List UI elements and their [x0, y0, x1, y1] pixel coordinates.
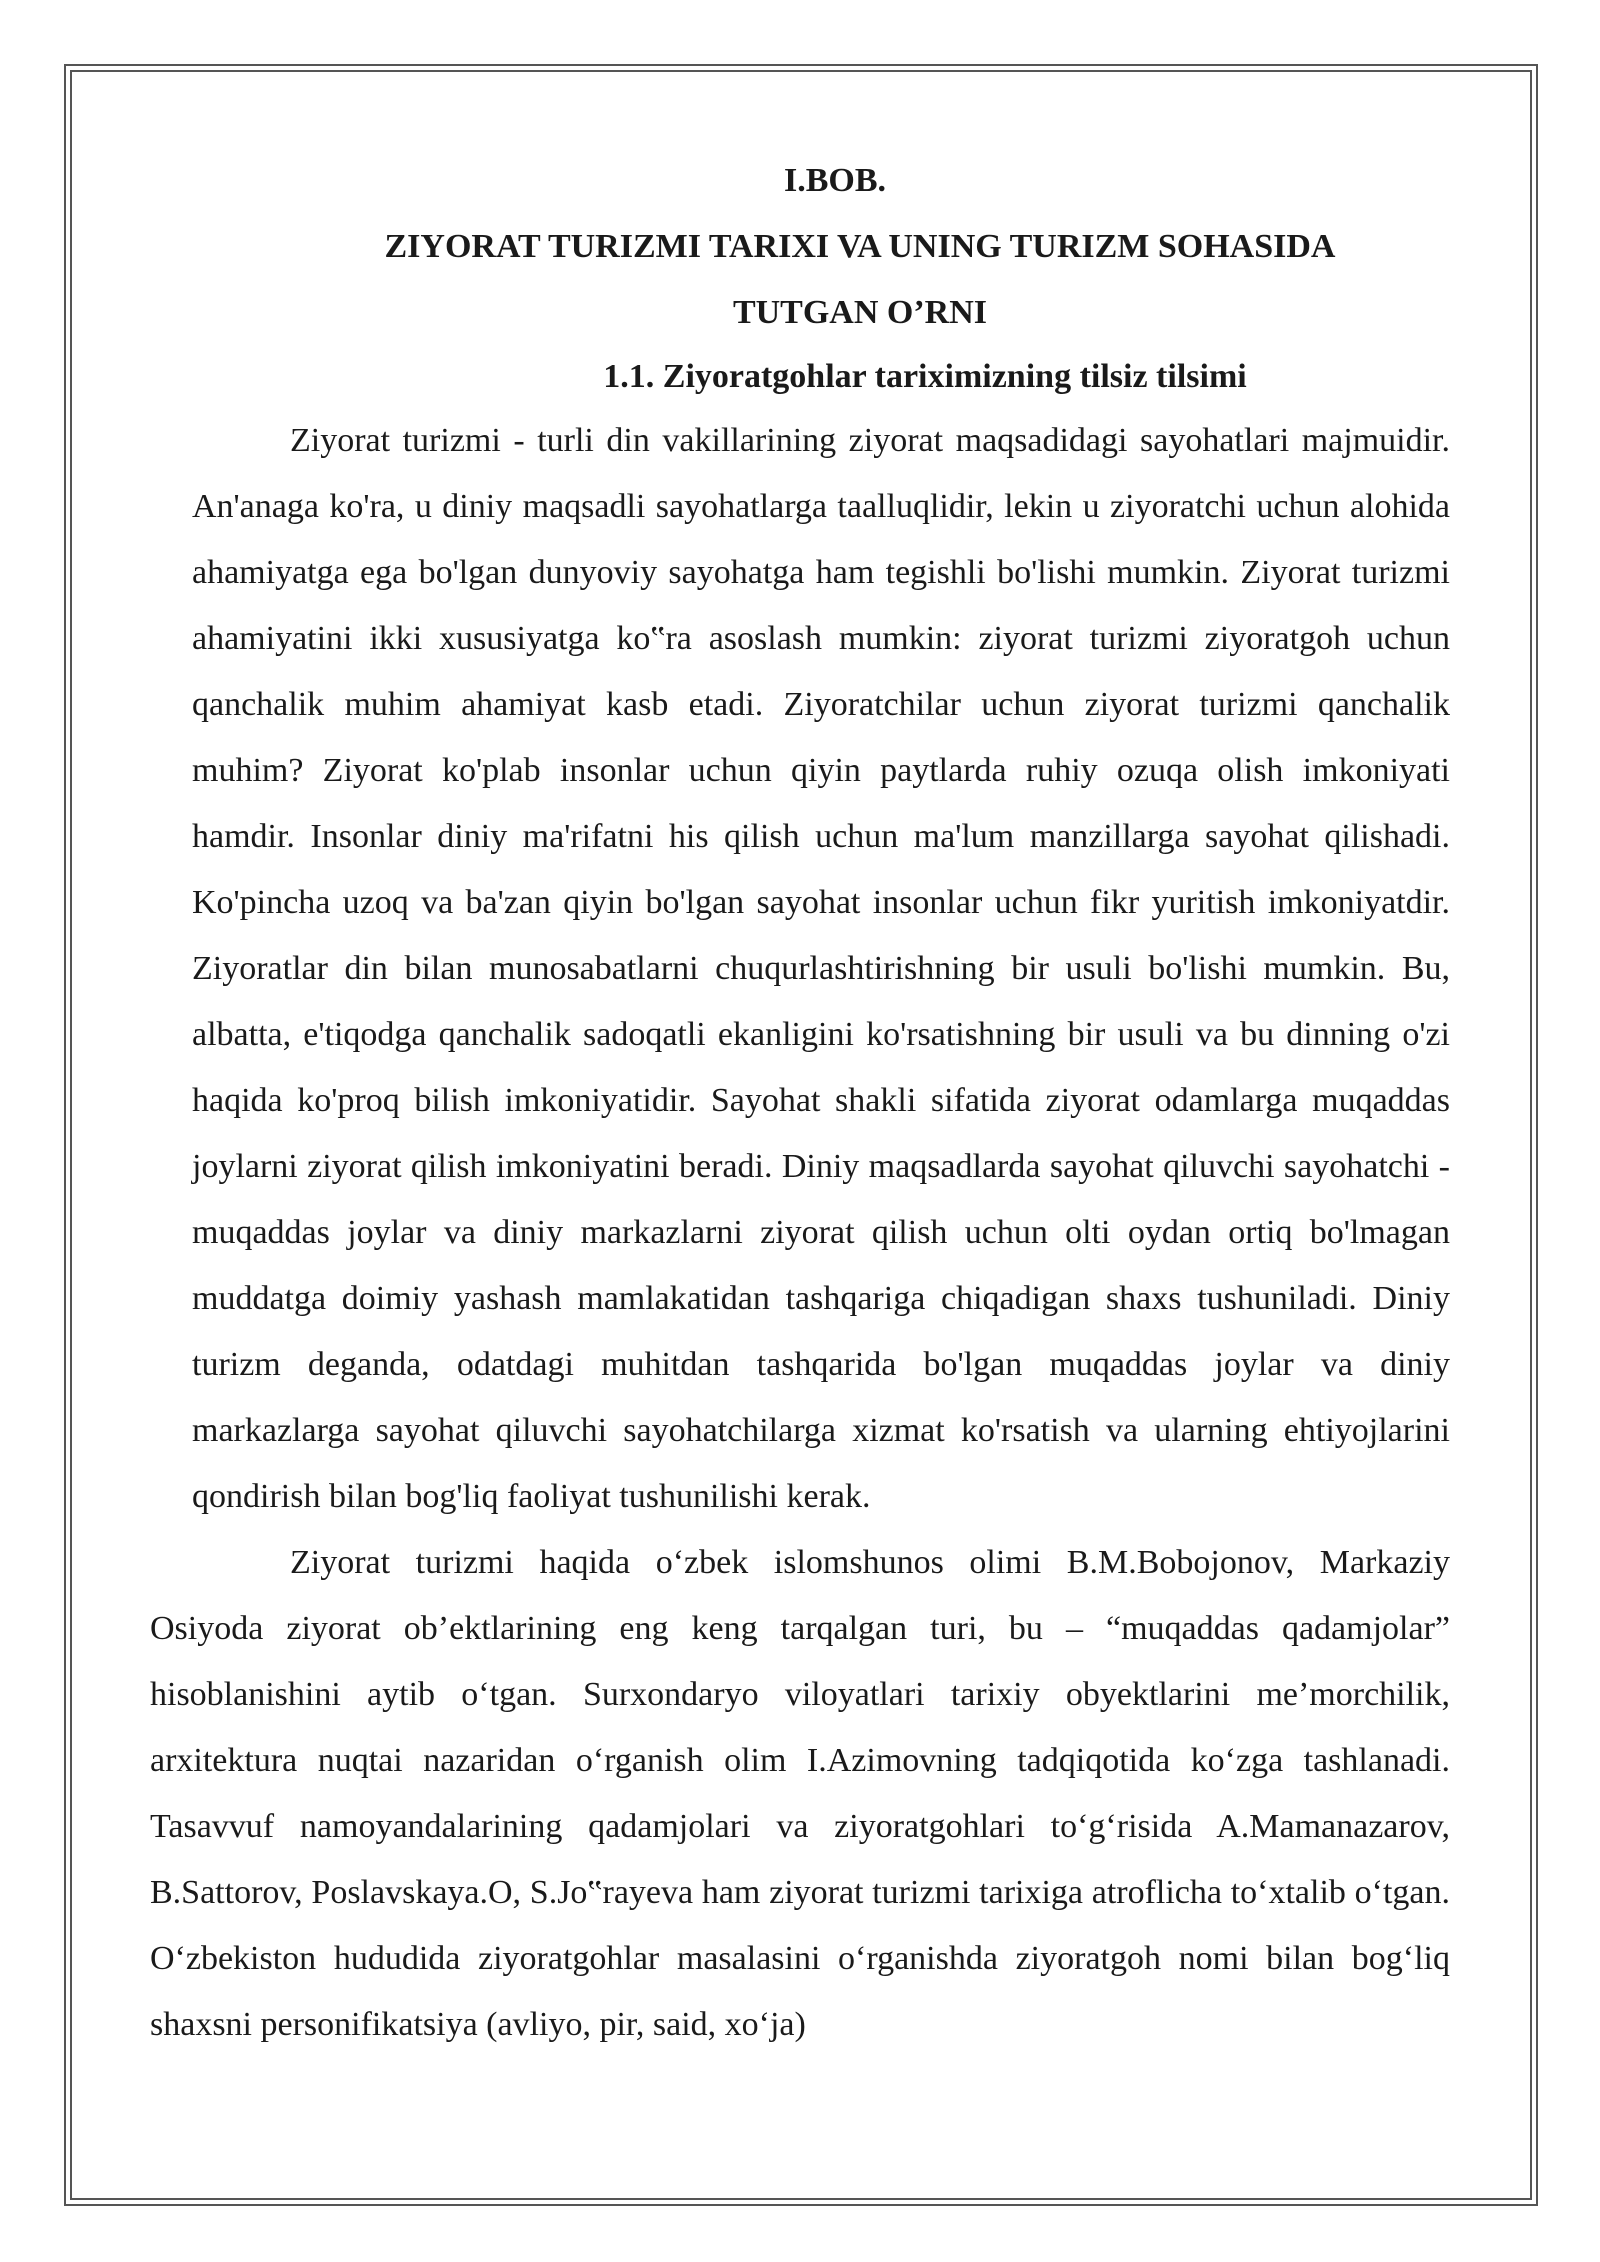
- paragraph-1: Ziyorat turizmi - turli din vakillarining ziyorat maqsadidagi sayohatlari majmuidir. An'anaga ko'ra, u diniy maqsadli sayohatlarga taalluqlidir, lekin u ziyoratchi uchun alohida ahamiyatga ega bo'lgan dunyoviy sayohatga ham tegishli bo'lishi mumkin. Ziyorat turizmi ahamiyatini ikki xususiyatga ko‟ra asoslash mumkin: ziyorat turizmi ziyoratgoh uchun qanchalik muhim ahamiyat kasb etadi. Ziyoratchilar uchun ziyorat turizmi qanchalik muhim? Ziyorat ko'plab insonlar uchun qiyin paytlarda ruhiy ozuqa olish imkoniyati hamdir. Insonlar diniy ma'rifatni his qilish uchun ma'lum manzillarga sayohat qilishadi. Ko'pincha uzoq va ba'zan qiyin bo'lgan sayohat insonlar uchun fikr yuritish imkoniyatdir. Ziyoratlar din bilan munosabatlarni chuqurlashtirishning bir usuli bo'lishi mumkin. Bu, albatta, e'tiqodga qanchalik sadoqatli ekanligini ko'rsatishning bir usuli va bu dinning o'zi haqida ko'proq bilish imkoniyatidir. Sayohat shakli sifatida ziyorat odamlarga muqaddas joylarni ziyorat qilish imkoniyatini beradi. Diniy maqsadlarda sayohat qiluvchi sayohatchi - muqaddas joylar va diniy markazlarni ziyorat qilish uchun olti oydan ortiq bo'lmagan muddatga doimiy yashash mamlakatidan tashqariga chiqadigan shaxs tushuniladi. Diniy turizm deganda, odatdagi muhitdan tashqarida bo'lgan muqaddas joylar va diniy markazlarga sayohat qiluvchi sayohatchilarga xizmat ko'rsatish va ularning ehtiyojlarini qondirish bilan bog'liq faoliyat tushunilishi kerak.: [192, 422, 1450, 1515]
- section-title: 1.1. Ziyoratgohlar tariximizning tilsiz tilsimi: [603, 358, 1247, 395]
- chapter-title-line-1: ZIYORAT TURIZMI TARIXI VA UNING TURIZM SOHASIDA: [384, 228, 1336, 265]
- document-body: [150, 148, 1450, 2058]
- paragraph-2: Ziyorat turizmi haqida o‘zbek islomshunos olimi B.M.Bobojonov, Markaziy Osiyoda ziyorat ob’ektlarining eng keng tarqalgan turi, bu – “muqaddas qadamjolar” hisoblanishini aytib o‘tgan. Surxondaryo viloyatlari tarixiy obyektlarini me’morchilik, arxitektura nuqtai nazaridan o‘rganish olim I.Azimovning tadqiqotida ko‘zga tashlanadi. Tasavvuf namoyandalarining qadamjolari va ziyoratgohlari to‘g‘risida A.Mamanazarov, B.Sattorov, Poslavskaya.O, S.Jo‟rayeva ham ziyorat turizmi tarixiga atroflicha to‘xtalib o‘tgan. O‘zbekiston hududida ziyoratgohlar masalasini o‘rganishda ziyoratgoh nomi bilan bog‘liq shaxsni personifikatsiya (avliyo, pir, said, xo‘ja): [150, 1544, 1450, 2043]
- chapter-title-line-2: TUTGAN O’RNI: [732, 294, 988, 331]
- chapter-heading: I.BOB.: [783, 162, 887, 199]
